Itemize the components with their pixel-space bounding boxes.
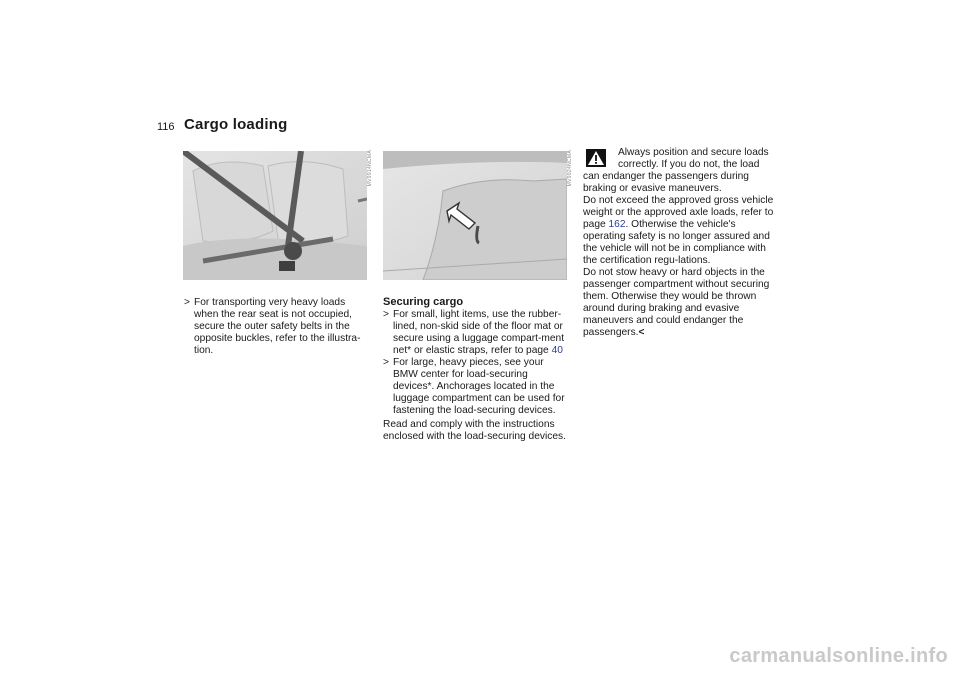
paragraph: Read and comply with the instructions enclosed with the load-securing devices. — [383, 419, 566, 442]
watermark: carmanualsonline.info — [729, 645, 948, 667]
warning-text: Do not stow heavy or hard objects in the passenger compartment without securing them. Otherwise they would be thrown around during braking and evasive maneuvers and could endanger the passengers. — [583, 267, 770, 338]
column-1 — [184, 297, 362, 357]
warning-intro: Always position and secure loads correctly. If you do not, the load can endanger the passengers during braking or evasive maneuvers. — [583, 147, 769, 194]
page-number: 116 — [157, 121, 175, 133]
bullet-mark: > — [184, 297, 190, 308]
warning-paragraph — [583, 147, 776, 195]
seat-belt-illustration-icon — [183, 151, 367, 280]
page-link[interactable]: 40 — [551, 345, 563, 356]
page-link[interactable]: 162 — [608, 219, 626, 230]
list-item-text: For large, heavy pieces, see your BMW center for load-securing devices*. Anchorages located in the luggage compartment can be used for fastening the load-securing devices. — [393, 357, 565, 416]
list-item — [383, 309, 571, 357]
column-2 — [383, 296, 571, 443]
bullet-mark: > — [383, 309, 389, 320]
figure-code: MV9924NCMA — [567, 150, 573, 187]
warning-paragraph — [583, 267, 776, 339]
list-item-text: For transporting very heavy loads when the rear seat is not occupied, secure the outer safety belts in the opposite buckles, refer to the illustra-tion. — [194, 297, 361, 356]
warning-text: Do not exceed the approved gross vehicle weight or the approved axle loads, refer to page — [583, 195, 774, 230]
warning-paragraph — [583, 195, 776, 267]
warning-block — [583, 147, 776, 339]
page-title: Cargo loading — [184, 116, 288, 133]
cargo-anchorage-illustration-icon — [383, 151, 567, 280]
list-item-text: For small, light items, use the rubber-lined, non-skid side of the floor mat or secure using a luggage compart-ment net* or elastic straps, refer to page — [393, 309, 565, 356]
end-mark: < — [638, 327, 645, 338]
bullet-mark: > — [383, 357, 389, 368]
figure-code: MV9914NCMA — [367, 150, 373, 187]
warning-triangle-icon — [586, 149, 606, 167]
warning-text: . Otherwise the vehicle's operating safety is no longer assured and the vehicle will not be in compliance with the certification regu-lations. — [583, 219, 770, 266]
section-heading: Securing cargo — [383, 296, 464, 308]
list-item — [184, 297, 362, 357]
seat-belt-figure — [183, 151, 367, 280]
cargo-anchorage-figure — [383, 151, 567, 280]
list-item — [383, 357, 571, 417]
